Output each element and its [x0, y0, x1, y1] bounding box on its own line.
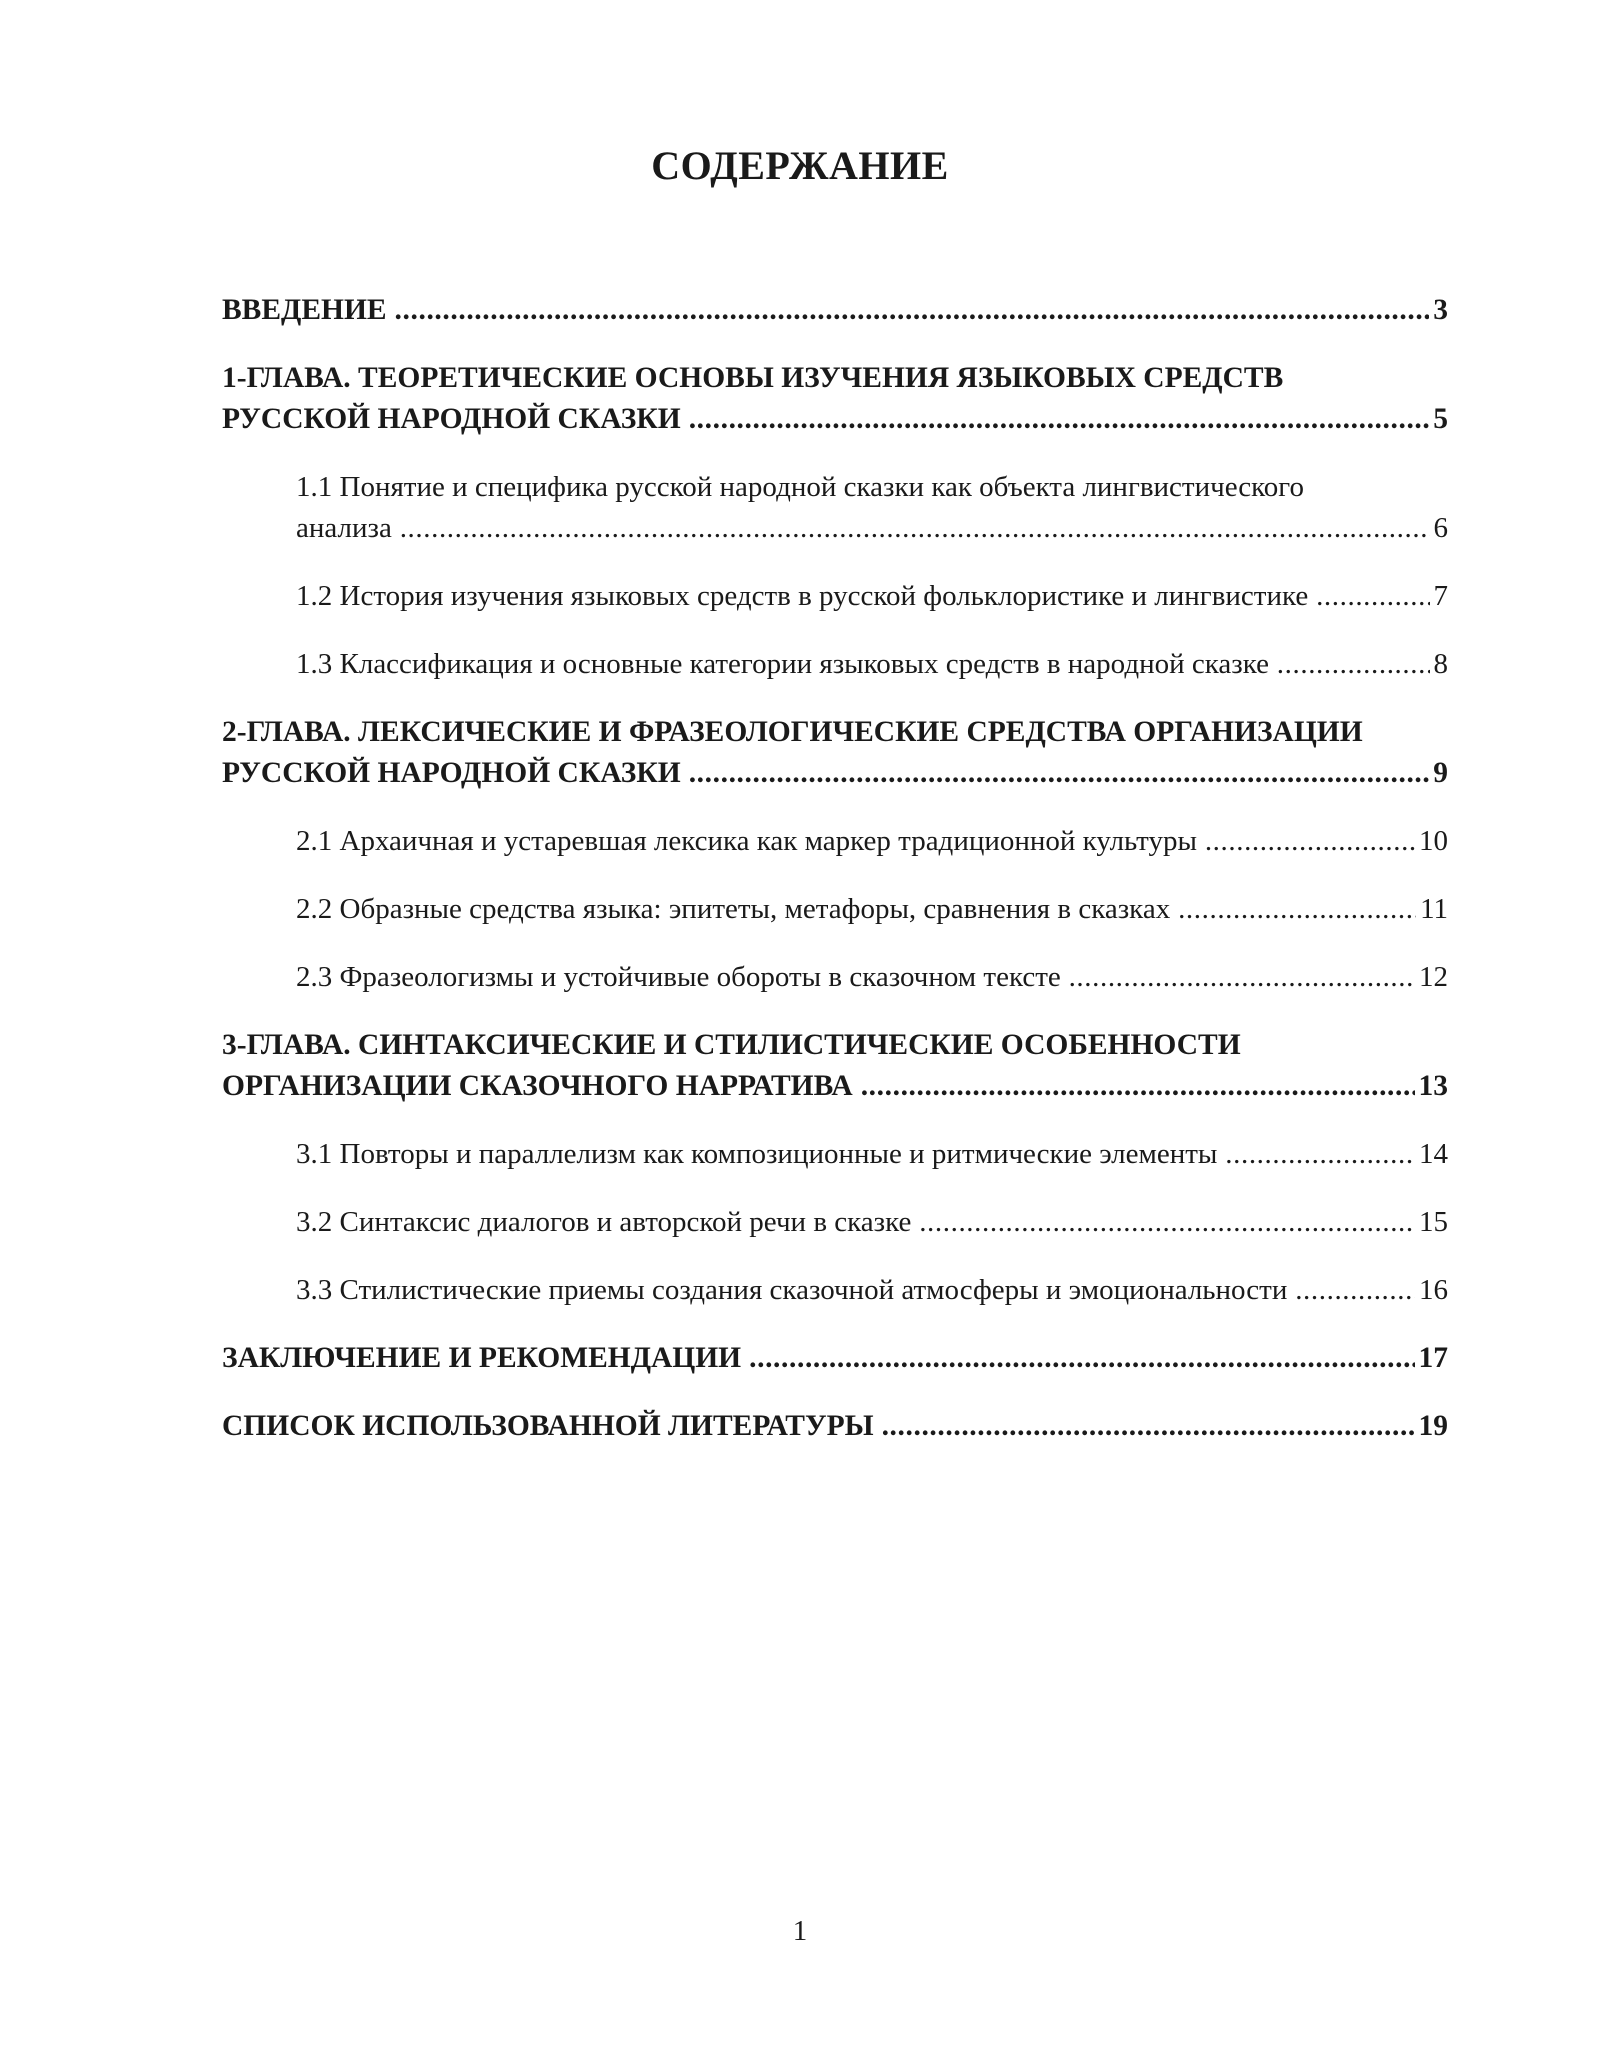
toc-entry-chapter-3[interactable]	[222, 1025, 1448, 1107]
table-of-contents	[222, 290, 1448, 1447]
toc-entry-title: 3.1 Повторы и параллелизм как композиционные и ритмические элементы .....	[296, 1138, 1448, 1170]
toc-entry-page: 11	[1416, 889, 1448, 930]
toc-entry-page: 16	[1415, 1270, 1448, 1311]
toc-entry-page: 12	[1415, 957, 1448, 998]
toc-entry-page: 15	[1415, 1202, 1448, 1243]
toc-entry-page: 13	[1415, 1066, 1449, 1107]
toc-entry-section-1-3[interactable]	[222, 644, 1448, 685]
toc-entry-section-3-3[interactable]	[222, 1270, 1448, 1311]
toc-entry-bibliography[interactable]	[222, 1406, 1448, 1447]
toc-entry-line	[296, 1202, 1448, 1243]
toc-entry-title-line1: 3-ГЛАВА. СИНТАКСИЧЕСКИЕ И СТИЛИСТИЧЕСКИЕ ОСОБЕННОСТИ	[222, 1029, 1241, 1061]
toc-entry-section-2-2[interactable]	[222, 889, 1448, 930]
toc-entry-title: 3.2 Синтаксис диалогов и авторской речи в сказке .....	[296, 1206, 1448, 1238]
toc-entry-line	[222, 399, 1448, 440]
toc-entry-title: ВВЕДЕНИЕ .....	[222, 294, 1448, 326]
toc-entry-section-2-3[interactable]	[222, 957, 1448, 998]
toc-entry-section-3-1[interactable]	[222, 1134, 1448, 1175]
toc-entry-page: 5	[1429, 399, 1448, 440]
toc-entry-line	[296, 644, 1448, 685]
toc-entry-introduction[interactable]	[222, 290, 1448, 331]
page-title: СОДЕРЖАНИЕ	[651, 143, 949, 188]
toc-entry-line	[296, 889, 1448, 930]
toc-entry-line	[296, 957, 1448, 998]
toc-entry-section-1-1[interactable]	[222, 467, 1448, 549]
toc-entry-page: 10	[1415, 821, 1448, 862]
toc-entry-title: 2.2 Образные средства языка: эпитеты, метафоры, сравнения в сказках .....	[296, 893, 1448, 925]
toc-entry-page: 8	[1430, 644, 1449, 685]
page-number: 1	[792, 1915, 808, 1947]
toc-entry-line	[222, 290, 1448, 331]
toc-entry-line	[296, 1270, 1448, 1311]
toc-entry-page: 14	[1415, 1134, 1448, 1175]
toc-entry-chapter-1[interactable]	[222, 358, 1448, 440]
toc-entry-section-1-2[interactable]	[222, 576, 1448, 617]
toc-entry-title: РУССКОЙ НАРОДНОЙ СКАЗКИ .....	[222, 757, 1448, 789]
toc-entry-section-2-1[interactable]	[222, 821, 1448, 862]
toc-entry-line	[222, 1338, 1448, 1379]
toc-entry-title: 3.3 Стилистические приемы создания сказочной атмосферы и эмоциональности .....	[296, 1274, 1448, 1306]
toc-entry-title: ОРГАНИЗАЦИИ СКАЗОЧНОГО НАРРАТИВА .....	[222, 1070, 1448, 1102]
toc-entry-title-line1: 1-ГЛАВА. ТЕОРЕТИЧЕСКИЕ ОСНОВЫ ИЗУЧЕНИЯ ЯЗЫКОВЫХ СРЕДСТВ	[222, 362, 1284, 394]
toc-entry-title: 2.3 Фразеологизмы и устойчивые обороты в сказочном тексте .....	[296, 961, 1448, 993]
toc-entry-line	[222, 753, 1448, 794]
toc-entry-page: 9	[1429, 753, 1448, 794]
toc-entry-title: анализа .....	[296, 512, 1448, 544]
toc-entry-page: 3	[1429, 290, 1448, 331]
toc-entry-title-line1: 2-ГЛАВА. ЛЕКСИЧЕСКИЕ И ФРАЗЕОЛОГИЧЕСКИЕ СРЕДСТВА ОРГАНИЗАЦИИ	[222, 716, 1363, 748]
toc-entry-page: 19	[1415, 1406, 1449, 1447]
toc-entry-title: 2.1 Архаичная и устаревшая лексика как маркер традиционной культуры .....	[296, 825, 1448, 857]
toc-entry-page: 7	[1430, 576, 1449, 617]
toc-entry-title: ЗАКЛЮЧЕНИЕ И РЕКОМЕНДАЦИИ .....	[222, 1342, 1448, 1374]
toc-entry-title: 1.3 Классификация и основные категории языковых средств в народной сказке .....	[296, 648, 1448, 680]
toc-entry-title: СПИСОК ИСПОЛЬЗОВАННОЙ ЛИТЕРАТУРЫ .....	[222, 1410, 1448, 1442]
toc-entry-page: 6	[1430, 508, 1449, 549]
toc-entry-line	[222, 1406, 1448, 1447]
toc-entry-line	[296, 1134, 1448, 1175]
toc-entry-section-3-2[interactable]	[222, 1202, 1448, 1243]
toc-entry-line	[222, 1066, 1448, 1107]
toc-entry-page: 17	[1415, 1338, 1449, 1379]
toc-entry-title: РУССКОЙ НАРОДНОЙ СКАЗКИ .....	[222, 403, 1448, 435]
toc-entry-chapter-2[interactable]	[222, 712, 1448, 794]
toc-entry-line	[296, 508, 1448, 549]
toc-entry-conclusion[interactable]	[222, 1338, 1448, 1379]
toc-entry-line	[296, 821, 1448, 862]
toc-entry-line	[296, 576, 1448, 617]
toc-entry-title: 1.2 История изучения языковых средств в русской фольклористике и лингвистике .....	[296, 580, 1448, 612]
toc-entry-title-line1: 1.1 Понятие и специфика русской народной сказки как объекта лингвистического	[296, 471, 1304, 503]
